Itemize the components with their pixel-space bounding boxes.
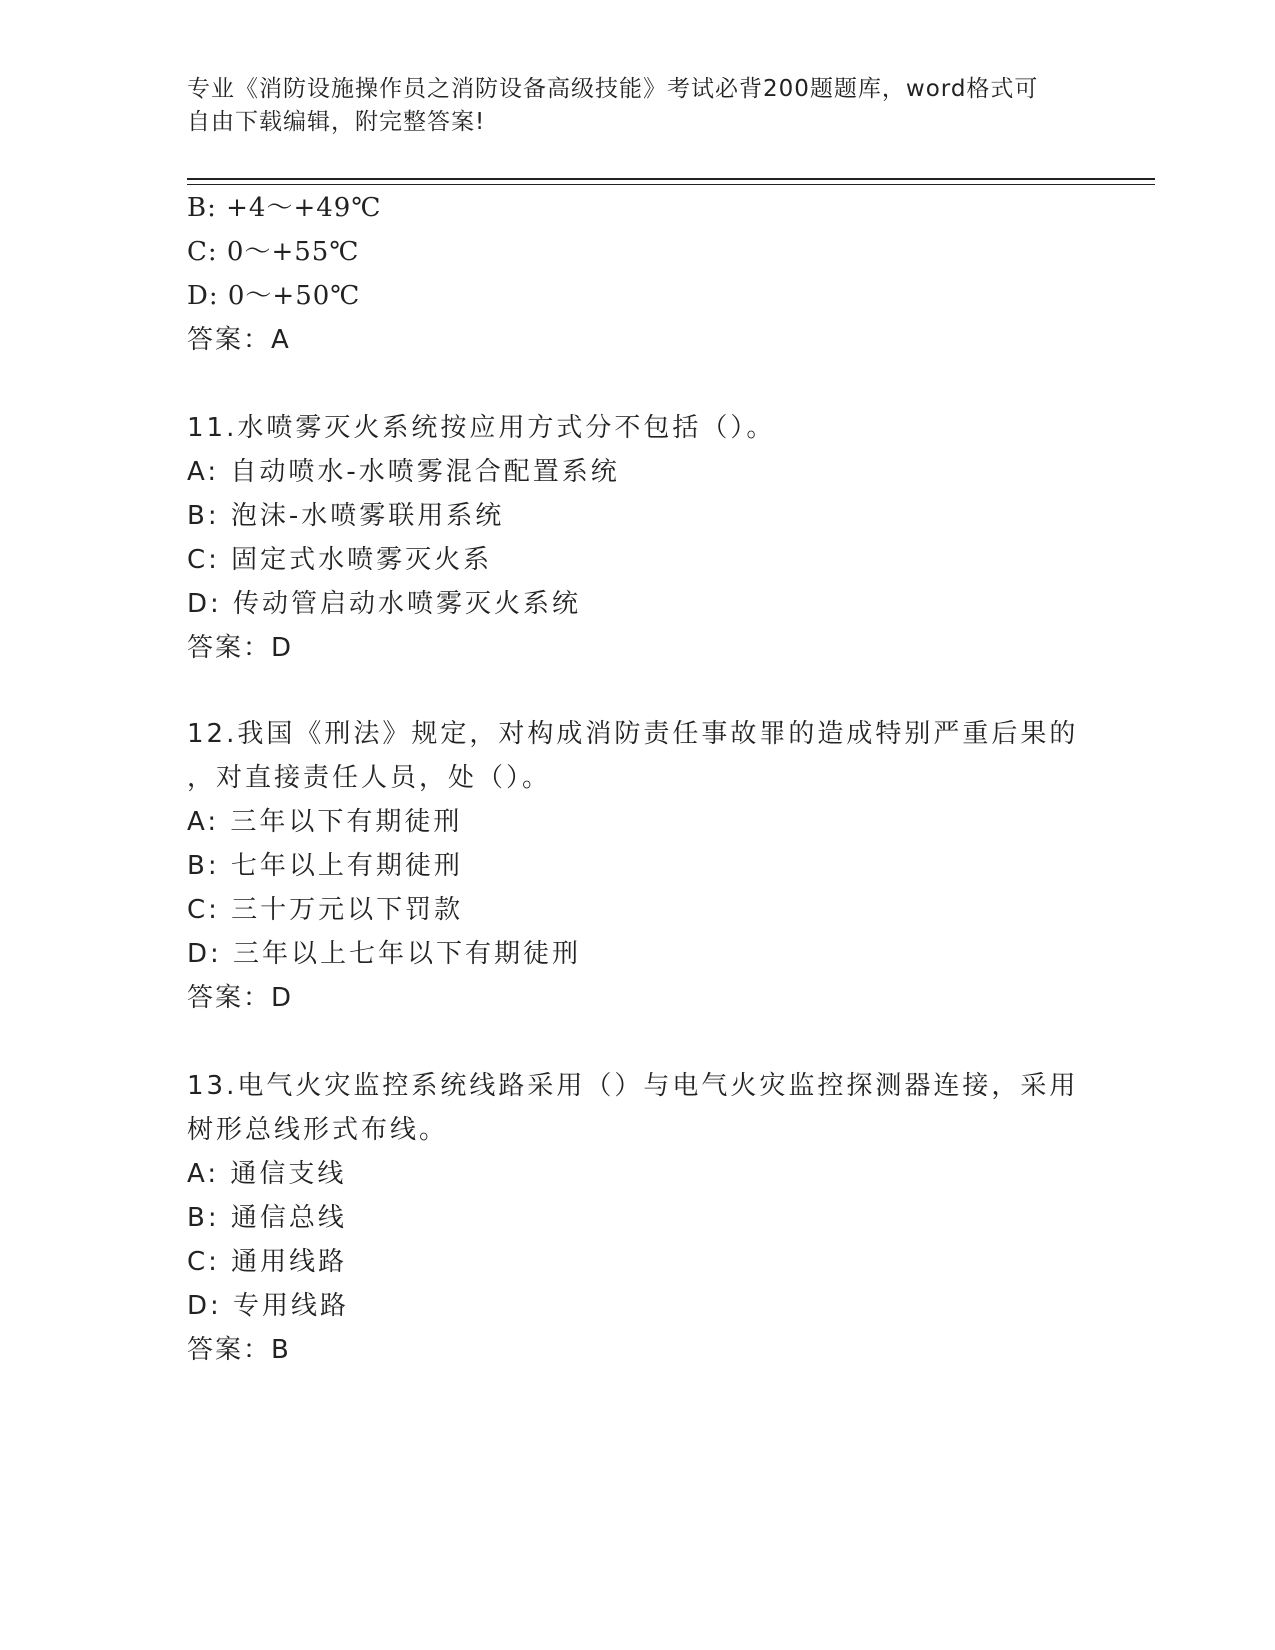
q12-question-line-1: 12.我国《刑法》规定，对构成消防责任事故罪的造成特别严重后果的 (187, 719, 1079, 749)
header-title-line-1: 专业《消防设施操作员之消防设备高级技能》考试必背200题题库，word格式可 (187, 76, 1039, 102)
q11-question: 11.水喷雾灭火系统按应用方式分不包括（）。 (187, 413, 776, 443)
q11-answer: 答案：D (187, 633, 294, 663)
q11-option-b: B: 泡沫-水喷雾联用系统 (187, 501, 505, 531)
q10-answer: 答案：A (187, 325, 291, 355)
q12-option-a: A: 三年以下有期徒刑 (187, 807, 463, 837)
q10-option-c: C: 0～+55℃ (187, 237, 360, 267)
q11-option-d: D: 传动管启动水喷雾灭火系统 (187, 589, 582, 619)
q11-option-c: C: 固定式水喷雾灭火系 (187, 545, 493, 575)
q10-option-d: D: 0～+50℃ (187, 281, 361, 311)
q10-option-b: B: +4～+49℃ (187, 193, 382, 223)
q12-option-d: D: 三年以上七年以下有期徒刑 (187, 939, 582, 969)
q13-question-line-1: 13.电气火灾监控系统线路采用（）与电气火灾监控探测器连接，采用 (187, 1071, 1079, 1101)
q13-question-line-2: 树形总线形式布线。 (187, 1115, 449, 1145)
q13-option-d: D: 专用线路 (187, 1291, 350, 1321)
header-divider-thick (187, 178, 1155, 180)
q13-option-a: A: 通信支线 (187, 1159, 347, 1189)
q11-option-a: A: 自动喷水-水喷雾混合配置系统 (187, 457, 620, 487)
q13-option-c: C: 通用线路 (187, 1247, 348, 1277)
q12-option-b: B: 七年以上有期徒刑 (187, 851, 463, 881)
q13-option-b: B: 通信总线 (187, 1203, 347, 1233)
q12-option-c: C: 三十万元以下罚款 (187, 895, 464, 925)
q12-answer: 答案：D (187, 983, 294, 1013)
document-header (187, 73, 1067, 139)
q12-question-line-2: ，对直接责任人员，处（）。 (187, 763, 552, 793)
header-title-line-2: 自由下载编辑，附完整答案! (187, 109, 486, 135)
q13-answer: 答案：B (187, 1335, 291, 1365)
header-divider-thin (187, 184, 1155, 185)
